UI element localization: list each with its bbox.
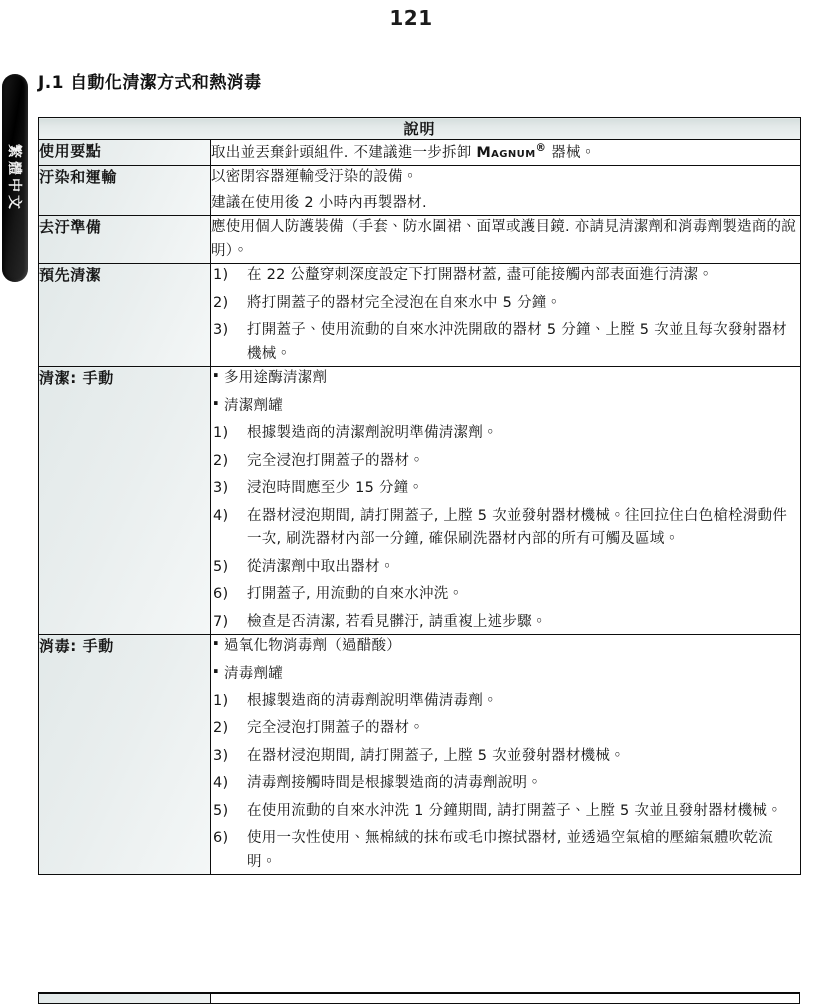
brand-magnum: Magnum®: [476, 142, 547, 161]
reprocessing-table: [38, 117, 801, 875]
step-item: 打開蓋子、使用流動的自來水沖洗開啟的器材 5 分鐘、上膛 5 次並且每次發射器材機械。: [247, 322, 787, 362]
table-header-row: [39, 118, 801, 140]
step-item: 根據製造商的清毒劑說明準備清毒劑。: [247, 693, 498, 709]
bullet-item: · 清毒劑罐: [211, 663, 800, 686]
step-item: 將打開蓋子的器材完全浸泡在自來水中 5 分鐘。: [247, 294, 562, 311]
step-item: 清毒劑接觸時間是根據製造商的清毒劑說明。: [247, 775, 542, 792]
row-label-cleaning-manual: 清潔: 手動: [39, 367, 211, 635]
step-item: 使用一次性使用、無棉絨的抹布或毛巾擦拭器材, 並透過空氣槍的壓縮氣體吹乾流明。: [247, 830, 773, 870]
step-item: 浸泡時間應至少 15 分鐘。: [247, 480, 424, 497]
step-item: 完全浸泡打開蓋子的器材。: [247, 452, 424, 469]
table-row: [39, 367, 801, 635]
row-content-disinfection-manual: [211, 635, 801, 875]
row-label-use-points: 使用要點: [39, 140, 211, 166]
table-row-partial-next: [38, 992, 800, 1004]
row-label-pre-cleaning: 預先清潔: [39, 264, 211, 367]
bullet-list: [211, 367, 800, 418]
section-heading: J.1 自動化清潔方式和熱消毒: [38, 73, 262, 93]
language-thumb-tab: [2, 74, 28, 282]
table-row: [39, 264, 801, 367]
step-item: 在 22 公釐穿刺深度設定下打開器材蓋, 盡可能接觸內部表面進行清潔。: [247, 267, 714, 284]
step-list: [211, 422, 800, 634]
table-header-description: 說明: [39, 118, 801, 140]
text-line: 取出並丟棄針頭組件. 不建議進一步拆卸 Magnum® 器械。: [211, 142, 596, 161]
step-item: 檢查是否清潔, 若看見髒汙, 請重複上述步驟。: [247, 613, 547, 630]
bullet-list: [211, 635, 800, 686]
bullet-item: · 清潔劑罐: [211, 395, 800, 418]
bullet-item: · 多用途酶清潔劑: [211, 367, 800, 390]
row-label-disinfection-manual: 消毒: 手動: [39, 635, 211, 875]
row-label-contamination-transport: 汙染和運輸: [39, 166, 211, 216]
text-line: 應使用個人防護裝備（手套、防水圍裙、面罩或護目鏡. 亦請見清潔劑和消毒劑製造商的說明）。: [211, 219, 796, 259]
table-row: [39, 216, 801, 264]
row-content-contamination-transport: [211, 166, 801, 216]
step-item: 完全浸泡打開蓋子的器材。: [247, 720, 424, 737]
step-item: 在使用流動的自來水沖洗 1 分鐘期間, 請打開蓋子、上膛 5 次並且發射器材機械。: [247, 802, 782, 819]
bullet-item: · 過氧化物消毒劑（過醋酸）: [211, 635, 800, 658]
step-item: 從清潔劑中取出器材。: [247, 558, 395, 575]
page-number: 121: [389, 6, 433, 30]
row-content-cleaning-manual: [211, 367, 801, 635]
step-list: [211, 264, 800, 366]
language-thumb-tab-label: 繁體中文: [6, 144, 22, 212]
step-item: 在器材浸泡期間, 請打開蓋子, 上膛 5 次並發射器材機械。: [247, 747, 625, 764]
step-item: 在器材浸泡期間, 請打開蓋子, 上膛 5 次並發射器材機械。往回拉住白色槍栓滑動件一次, 刷洗器材內部一分鐘, 確保刷洗器材內部的所有可觸及區域。: [247, 507, 788, 548]
step-list: [211, 690, 800, 874]
text-line: 建議在使用後 2 小時內再製器材.: [211, 194, 427, 211]
table-row: [39, 635, 801, 875]
text-line: 以密閉容器運輸受汙染的設備。: [211, 169, 418, 186]
step-item: 根據製造商的清潔劑說明準備清潔劑。: [247, 425, 498, 442]
row-label-partial: [39, 994, 211, 1003]
row-content-use-points: [211, 140, 801, 166]
row-content-pre-cleaning: [211, 264, 801, 367]
step-item: 打開蓋子, 用流動的自來水沖洗。: [247, 586, 464, 603]
row-label-decontamination-prep: 去汙準備: [39, 216, 211, 264]
table-row: [39, 166, 801, 216]
table-row: [39, 140, 801, 166]
row-content-decontamination-prep: [211, 216, 801, 264]
